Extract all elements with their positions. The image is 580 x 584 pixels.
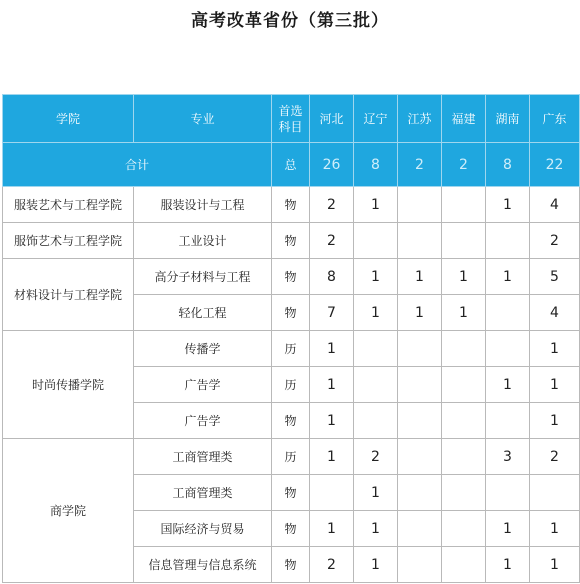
header-province: 河北 <box>310 95 354 143</box>
subject-cell: 历 <box>272 439 310 475</box>
quota-cell: 1 <box>486 511 530 547</box>
quota-cell: 1 <box>398 259 442 295</box>
subject-cell: 物 <box>272 547 310 583</box>
quota-cell: 1 <box>310 403 354 439</box>
quota-cell <box>486 223 530 259</box>
quota-cell: 1 <box>354 547 398 583</box>
subject-cell: 历 <box>272 331 310 367</box>
major-cell: 国际经济与贸易 <box>134 511 272 547</box>
quota-cell: 1 <box>310 439 354 475</box>
quota-cell <box>398 475 442 511</box>
major-cell: 传播学 <box>134 331 272 367</box>
quota-cell: 1 <box>486 367 530 403</box>
admission-table <box>2 94 580 583</box>
subject-cell: 物 <box>272 295 310 331</box>
major-cell: 广告学 <box>134 403 272 439</box>
table-row <box>3 331 580 367</box>
quota-cell <box>442 439 486 475</box>
quota-cell <box>442 403 486 439</box>
header-row <box>3 95 580 143</box>
quota-cell <box>398 403 442 439</box>
quota-cell: 1 <box>398 295 442 331</box>
quota-cell: 1 <box>486 547 530 583</box>
college-cell: 材料设计与工程学院 <box>3 259 134 331</box>
quota-cell: 1 <box>354 475 398 511</box>
table-row <box>3 259 580 295</box>
major-cell: 广告学 <box>134 367 272 403</box>
subject-cell: 历 <box>272 367 310 403</box>
subject-cell: 物 <box>272 511 310 547</box>
total-value: 8 <box>486 143 530 187</box>
quota-cell: 7 <box>310 295 354 331</box>
quota-cell <box>354 403 398 439</box>
quota-cell: 1 <box>486 187 530 223</box>
quota-cell <box>398 187 442 223</box>
table-row <box>3 187 580 223</box>
total-row <box>3 143 580 187</box>
quota-cell: 1 <box>442 295 486 331</box>
table-row <box>3 223 580 259</box>
quota-cell <box>442 331 486 367</box>
quota-cell: 4 <box>530 187 580 223</box>
college-cell: 时尚传播学院 <box>3 331 134 439</box>
quota-cell <box>442 187 486 223</box>
total-value: 22 <box>530 143 580 187</box>
quota-cell: 1 <box>530 367 580 403</box>
college-cell: 商学院 <box>3 439 134 583</box>
header-province: 辽宁 <box>354 95 398 143</box>
header-province: 福建 <box>442 95 486 143</box>
subject-cell: 物 <box>272 187 310 223</box>
quota-cell: 1 <box>310 367 354 403</box>
quota-cell: 1 <box>354 259 398 295</box>
quota-cell <box>398 367 442 403</box>
subject-cell: 物 <box>272 403 310 439</box>
quota-cell <box>354 331 398 367</box>
quota-cell: 1 <box>310 331 354 367</box>
quota-cell <box>354 223 398 259</box>
header-province: 江苏 <box>398 95 442 143</box>
quota-cell <box>310 475 354 511</box>
page-title: 高考改革省份（第三批） <box>191 11 389 31</box>
quota-cell <box>442 475 486 511</box>
quota-cell: 1 <box>486 259 530 295</box>
quota-cell: 1 <box>530 547 580 583</box>
header-province: 广东 <box>530 95 580 143</box>
subject-cell: 物 <box>272 259 310 295</box>
header-subject-line2: 科目 <box>278 119 303 134</box>
table-row <box>3 439 580 475</box>
quota-cell: 1 <box>310 511 354 547</box>
quota-cell: 1 <box>354 511 398 547</box>
quota-cell <box>354 367 398 403</box>
quota-cell: 2 <box>310 547 354 583</box>
quota-cell <box>398 547 442 583</box>
quota-cell <box>442 223 486 259</box>
quota-cell: 1 <box>530 403 580 439</box>
quota-cell <box>442 547 486 583</box>
quota-cell: 2 <box>354 439 398 475</box>
college-cell: 服装艺术与工程学院 <box>3 187 134 223</box>
subject-cell: 物 <box>272 475 310 511</box>
header-major: 专业 <box>134 95 272 143</box>
quota-cell: 1 <box>530 331 580 367</box>
quota-cell <box>442 367 486 403</box>
quota-cell <box>442 511 486 547</box>
major-cell: 工业设计 <box>134 223 272 259</box>
header-college: 学院 <box>3 95 134 143</box>
quota-cell <box>486 403 530 439</box>
college-cell: 服饰艺术与工程学院 <box>3 223 134 259</box>
total-label: 合计 <box>3 143 272 187</box>
quota-cell: 2 <box>310 187 354 223</box>
major-cell: 服装设计与工程 <box>134 187 272 223</box>
quota-cell: 1 <box>530 511 580 547</box>
quota-cell: 1 <box>354 295 398 331</box>
quota-cell <box>530 475 580 511</box>
quota-cell: 4 <box>530 295 580 331</box>
quota-cell: 2 <box>530 223 580 259</box>
major-cell: 工商管理类 <box>134 439 272 475</box>
quota-cell <box>398 439 442 475</box>
total-subject: 总 <box>272 143 310 187</box>
total-value: 2 <box>442 143 486 187</box>
quota-cell: 2 <box>310 223 354 259</box>
quota-cell: 2 <box>530 439 580 475</box>
total-value: 2 <box>398 143 442 187</box>
subject-cell: 物 <box>272 223 310 259</box>
quota-cell: 5 <box>530 259 580 295</box>
quota-cell <box>398 511 442 547</box>
total-value: 26 <box>310 143 354 187</box>
quota-cell <box>486 295 530 331</box>
header-subject <box>272 95 310 143</box>
quota-cell <box>486 331 530 367</box>
quota-cell <box>486 475 530 511</box>
major-cell: 信息管理与信息系统 <box>134 547 272 583</box>
quota-cell: 1 <box>442 259 486 295</box>
total-value: 8 <box>354 143 398 187</box>
major-cell: 轻化工程 <box>134 295 272 331</box>
quota-cell: 8 <box>310 259 354 295</box>
quota-cell <box>398 331 442 367</box>
quota-cell: 1 <box>354 187 398 223</box>
quota-cell <box>398 223 442 259</box>
header-subject-line1: 首选 <box>278 103 303 118</box>
header-province: 湖南 <box>486 95 530 143</box>
quota-cell: 3 <box>486 439 530 475</box>
major-cell: 工商管理类 <box>134 475 272 511</box>
major-cell: 高分子材料与工程 <box>134 259 272 295</box>
